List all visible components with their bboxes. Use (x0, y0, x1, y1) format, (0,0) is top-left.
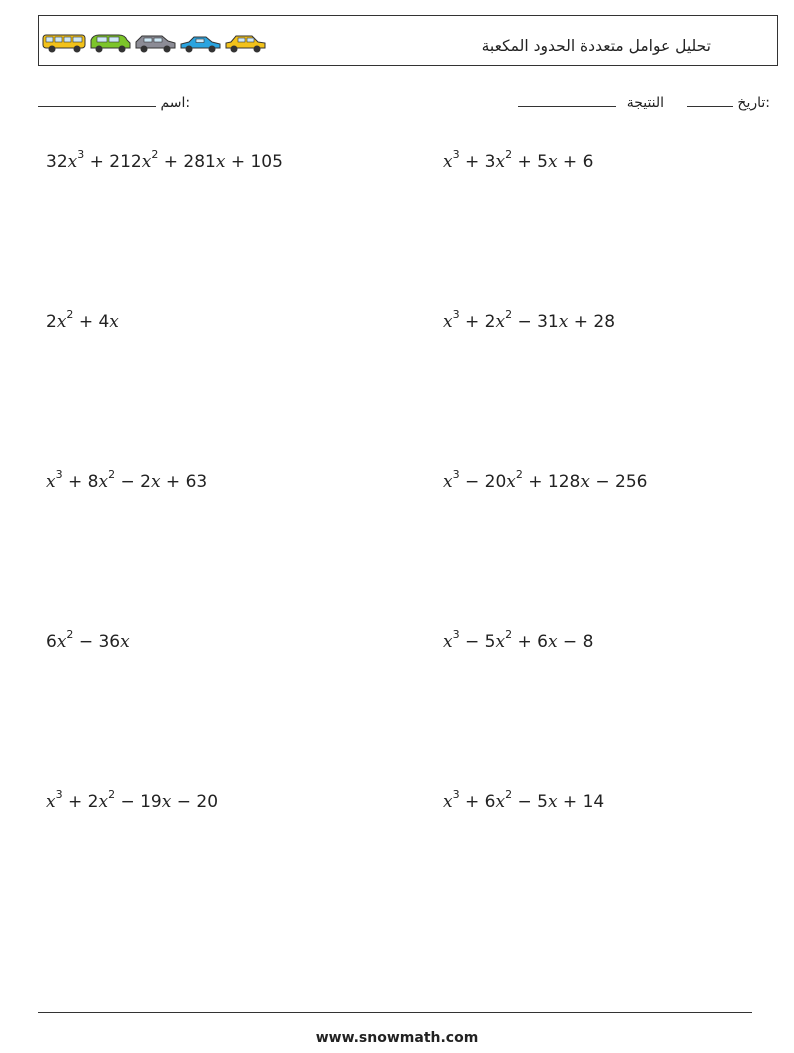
coefficient-term: + 128 (522, 472, 581, 492)
problem-7 (46, 628, 130, 652)
exponent: 2 (108, 468, 116, 482)
variable-x: x (495, 152, 506, 172)
problem-3 (46, 308, 119, 332)
name-label: :اسم (160, 95, 191, 111)
coefficient-term: 32 (46, 152, 68, 172)
variable-x: x (109, 312, 119, 332)
footer-url[interactable]: www.snowmath.com (315, 1030, 479, 1046)
coefficient-term: − 20 (459, 472, 507, 492)
variable-x: x (558, 312, 569, 332)
exponent: 2 (505, 628, 513, 642)
problem-2 (443, 148, 594, 172)
exponent: 2 (515, 468, 523, 482)
coefficient-term: − 2 (115, 472, 151, 492)
exponent: 3 (452, 308, 460, 322)
coefficient-term: + 4 (73, 312, 110, 332)
name-line (38, 94, 190, 111)
exponent: 2 (505, 788, 513, 802)
sedan-icon (179, 32, 221, 54)
coefficient-term: + 3 (459, 152, 496, 172)
coefficient-term: − 5 (512, 792, 548, 812)
car-images (42, 30, 266, 54)
coefficient-term: + 6 (459, 792, 496, 812)
exponent: 2 (66, 308, 74, 322)
variable-x: x (98, 472, 109, 492)
score-blank[interactable] (518, 94, 616, 107)
problem-6 (443, 468, 648, 492)
exponent: 3 (55, 468, 63, 482)
coefficient-term: − 5 (459, 632, 496, 652)
coefficient-term: + 2 (459, 312, 496, 332)
variable-x: x (120, 632, 130, 652)
coefficient-term: − 19 (115, 792, 162, 812)
variable-x: x (215, 152, 226, 172)
date-score-line (518, 94, 770, 111)
date-label: :تاريخ (737, 95, 770, 111)
coefficient-term: + 63 (160, 472, 208, 492)
coefficient-term: − 256 (589, 472, 648, 492)
van-icon (42, 32, 86, 54)
worksheet-title: تحليل عوامل متعددة الحدود المكعبة (481, 37, 711, 55)
coefficient-term: + 212 (84, 152, 142, 172)
variable-x: x (150, 472, 161, 492)
exponent: 2 (66, 628, 74, 642)
coefficient-term: + 8 (62, 472, 99, 492)
coefficient-term: + 6 (557, 152, 594, 172)
date-blank[interactable] (687, 94, 733, 107)
exponent: 3 (77, 148, 85, 162)
wagon-icon (134, 32, 176, 54)
variable-x: x (495, 632, 506, 652)
exponent: 2 (108, 788, 116, 802)
variable-x: x (547, 152, 558, 172)
variable-x: x (46, 792, 56, 812)
variable-x: x (98, 792, 109, 812)
variable-x: x (547, 792, 558, 812)
variable-x: x (443, 152, 453, 172)
coefficient-term: + 105 (225, 152, 283, 172)
exponent: 2 (505, 308, 513, 322)
coefficient-term: + 6 (512, 632, 548, 652)
variable-x: x (506, 472, 516, 492)
variable-x: x (495, 792, 506, 812)
problem-1 (46, 148, 283, 172)
hatchback-icon (224, 32, 266, 54)
score-label: النتيجة (626, 95, 665, 111)
exponent: 3 (452, 628, 460, 642)
name-blank[interactable] (38, 94, 156, 107)
variable-x: x (443, 632, 453, 652)
problem-8 (443, 628, 594, 652)
exponent: 2 (505, 148, 513, 162)
exponent: 3 (452, 148, 460, 162)
coefficient-term: − 36 (73, 632, 121, 652)
coefficient-term: + 5 (512, 152, 548, 172)
variable-x: x (443, 472, 453, 492)
variable-x: x (46, 472, 56, 492)
problem-10 (443, 788, 605, 812)
variable-x: x (141, 152, 152, 172)
suv-icon (89, 32, 131, 54)
problem-4 (443, 308, 616, 332)
variable-x: x (443, 312, 453, 332)
problem-5 (46, 468, 208, 492)
exponent: 2 (151, 148, 159, 162)
exponent: 3 (452, 788, 460, 802)
footer-rule (38, 1012, 752, 1013)
variable-x: x (161, 792, 172, 812)
coefficient-term: + 2 (62, 792, 99, 812)
variable-x: x (56, 312, 67, 332)
exponent: 3 (452, 468, 460, 482)
exponent: 3 (55, 788, 63, 802)
problem-9 (46, 788, 219, 812)
variable-x: x (56, 632, 67, 652)
coefficient-term: + 14 (557, 792, 605, 812)
coefficient-term: − 8 (557, 632, 594, 652)
variable-x: x (547, 632, 558, 652)
variable-x: x (67, 152, 78, 172)
coefficient-term: − 31 (512, 312, 559, 332)
variable-x: x (495, 312, 506, 332)
coefficient-term: − 20 (171, 792, 219, 812)
variable-x: x (443, 792, 453, 812)
coefficient-term: + 28 (568, 312, 616, 332)
variable-x: x (580, 472, 590, 492)
coefficient-term: + 281 (158, 152, 216, 172)
coefficient-term: 2 (46, 312, 57, 332)
coefficient-term: 6 (46, 632, 57, 652)
header-box (38, 15, 778, 66)
